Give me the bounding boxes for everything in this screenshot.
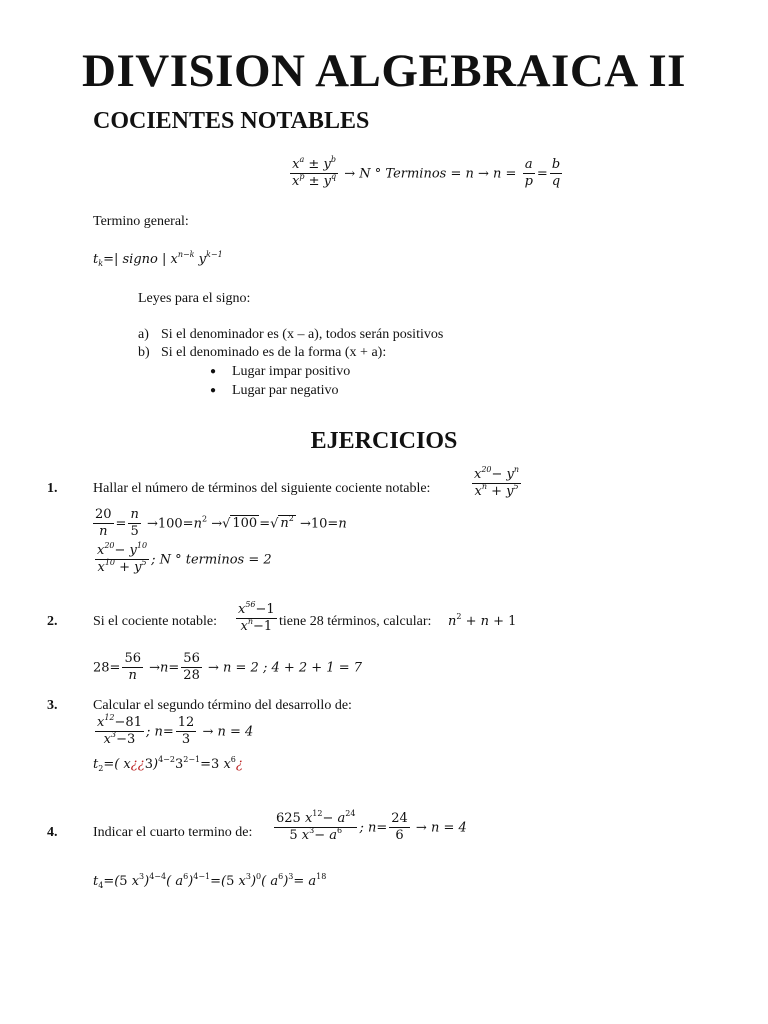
- exercise-statement: Calcular el segundo término del desarrollo de:: [93, 698, 352, 713]
- exercise-3-solution: $\frac{x^{12}-81}{x^3-3}$ ; n= $\frac{12}{3}$ → n = 4: [97, 713, 254, 748]
- section-title-cocientes: COCIENTES NOTABLES: [93, 108, 370, 134]
- bullet-item: Lugar impar positivo: [232, 364, 351, 379]
- rule-a-marker: a): [138, 327, 149, 342]
- exercise-4-term: $t_4=(5$ $x^3)^{4-4}$( $a^6)^{4-1}=(5$ $x^3)^0$( $a^6)^3= a^{18}$: [93, 872, 327, 890]
- exercise-statement: Hallar el número de términos del siguiente cociente notable:: [93, 481, 431, 496]
- leyes-label: Leyes para el signo:: [138, 291, 251, 306]
- exercise-statement: Si el cociente notable:: [93, 614, 218, 629]
- exercise-4-fraction: $\frac{625 x^{12}- a^{24}}{5 x^3- a^6}$ ; n= $\frac{24}{6}$ → n = 4: [276, 809, 467, 844]
- exercise-1-result: $\frac{x^{20}- y^{10}}{x^{10} + y^5}$ ; N ° terminos = 2: [97, 541, 272, 576]
- exercise-statement-cont: tiene 28 términos, calcular:: [279, 614, 432, 629]
- exercise-3-term: $t_2=$( $x¿¿3)^{4-2}3^{2-1}=3$ $x^6¿$: [93, 755, 243, 773]
- exercise-2-fraction: $\frac{x^{56}-1}{x^n-1}$: [238, 600, 275, 635]
- rule-a-text: Si el denominador es (x – a), todos serán positivos: [161, 327, 444, 342]
- exercise-2-solution-text: → n = 2 ; 4 + 2 + 1 = 7: [207, 660, 363, 676]
- exercise-1-solution: $\frac{20}{n}$ = $\frac{n}{5}$ $\to 100=n^2$ →√ 100 =√ $n^2 \to 10=n$: [95, 507, 347, 540]
- bullet-icon: ●: [210, 366, 217, 377]
- exercise-1-fraction: $\frac{x^{20}- y^n}{x^n + y^5}$: [474, 465, 520, 500]
- rule-b-text: Si el denominado es de la forma (x + a):: [161, 345, 387, 360]
- bullet-item: Lugar par negativo: [232, 383, 339, 398]
- exercise-2-solution: 28= $\frac{56}{n}$ →n= $\frac{56}{28}$ → n = 2 ; 4 + 2 + 1 = 7: [93, 651, 363, 684]
- exercise-number: 4.: [47, 825, 58, 840]
- page-title: DIVISION ALGEBRAICA II: [82, 45, 686, 97]
- formula-text: → N ° Terminos = n → n =: [344, 166, 517, 182]
- formula-equals: =: [536, 166, 548, 182]
- rule-b-marker: b): [138, 345, 150, 360]
- bullet-icon: ●: [210, 385, 217, 396]
- exercise-number: 1.: [47, 481, 58, 496]
- general-term-formula: $t_k=|$ signo | $x^{n-k}$ $y^{k-1}$: [93, 250, 223, 268]
- section-title-ejercicios: EJERCICIOS: [310, 428, 458, 454]
- exercise-number: 2.: [47, 614, 58, 629]
- exercise-4-solution-text: → n = 4: [415, 820, 467, 836]
- exercise-statement: Indicar el cuarto termino de:: [93, 825, 253, 840]
- exercise-2-expression: $n^2 + n + 1$: [448, 612, 517, 629]
- exercise-1-result-text: ; N ° terminos = 2: [151, 552, 272, 568]
- exercise-3-solution-text: → n = 4: [202, 724, 254, 740]
- main-formula: $\frac{x^a \pm y^b}{x^p \pm y^q}$ → N ° Terminos = n → n = $\frac{a}{p}$ = $\frac{b}{q}$: [292, 155, 561, 190]
- exercise-number: 3.: [47, 698, 58, 713]
- termino-general-label: Termino general:: [93, 214, 189, 229]
